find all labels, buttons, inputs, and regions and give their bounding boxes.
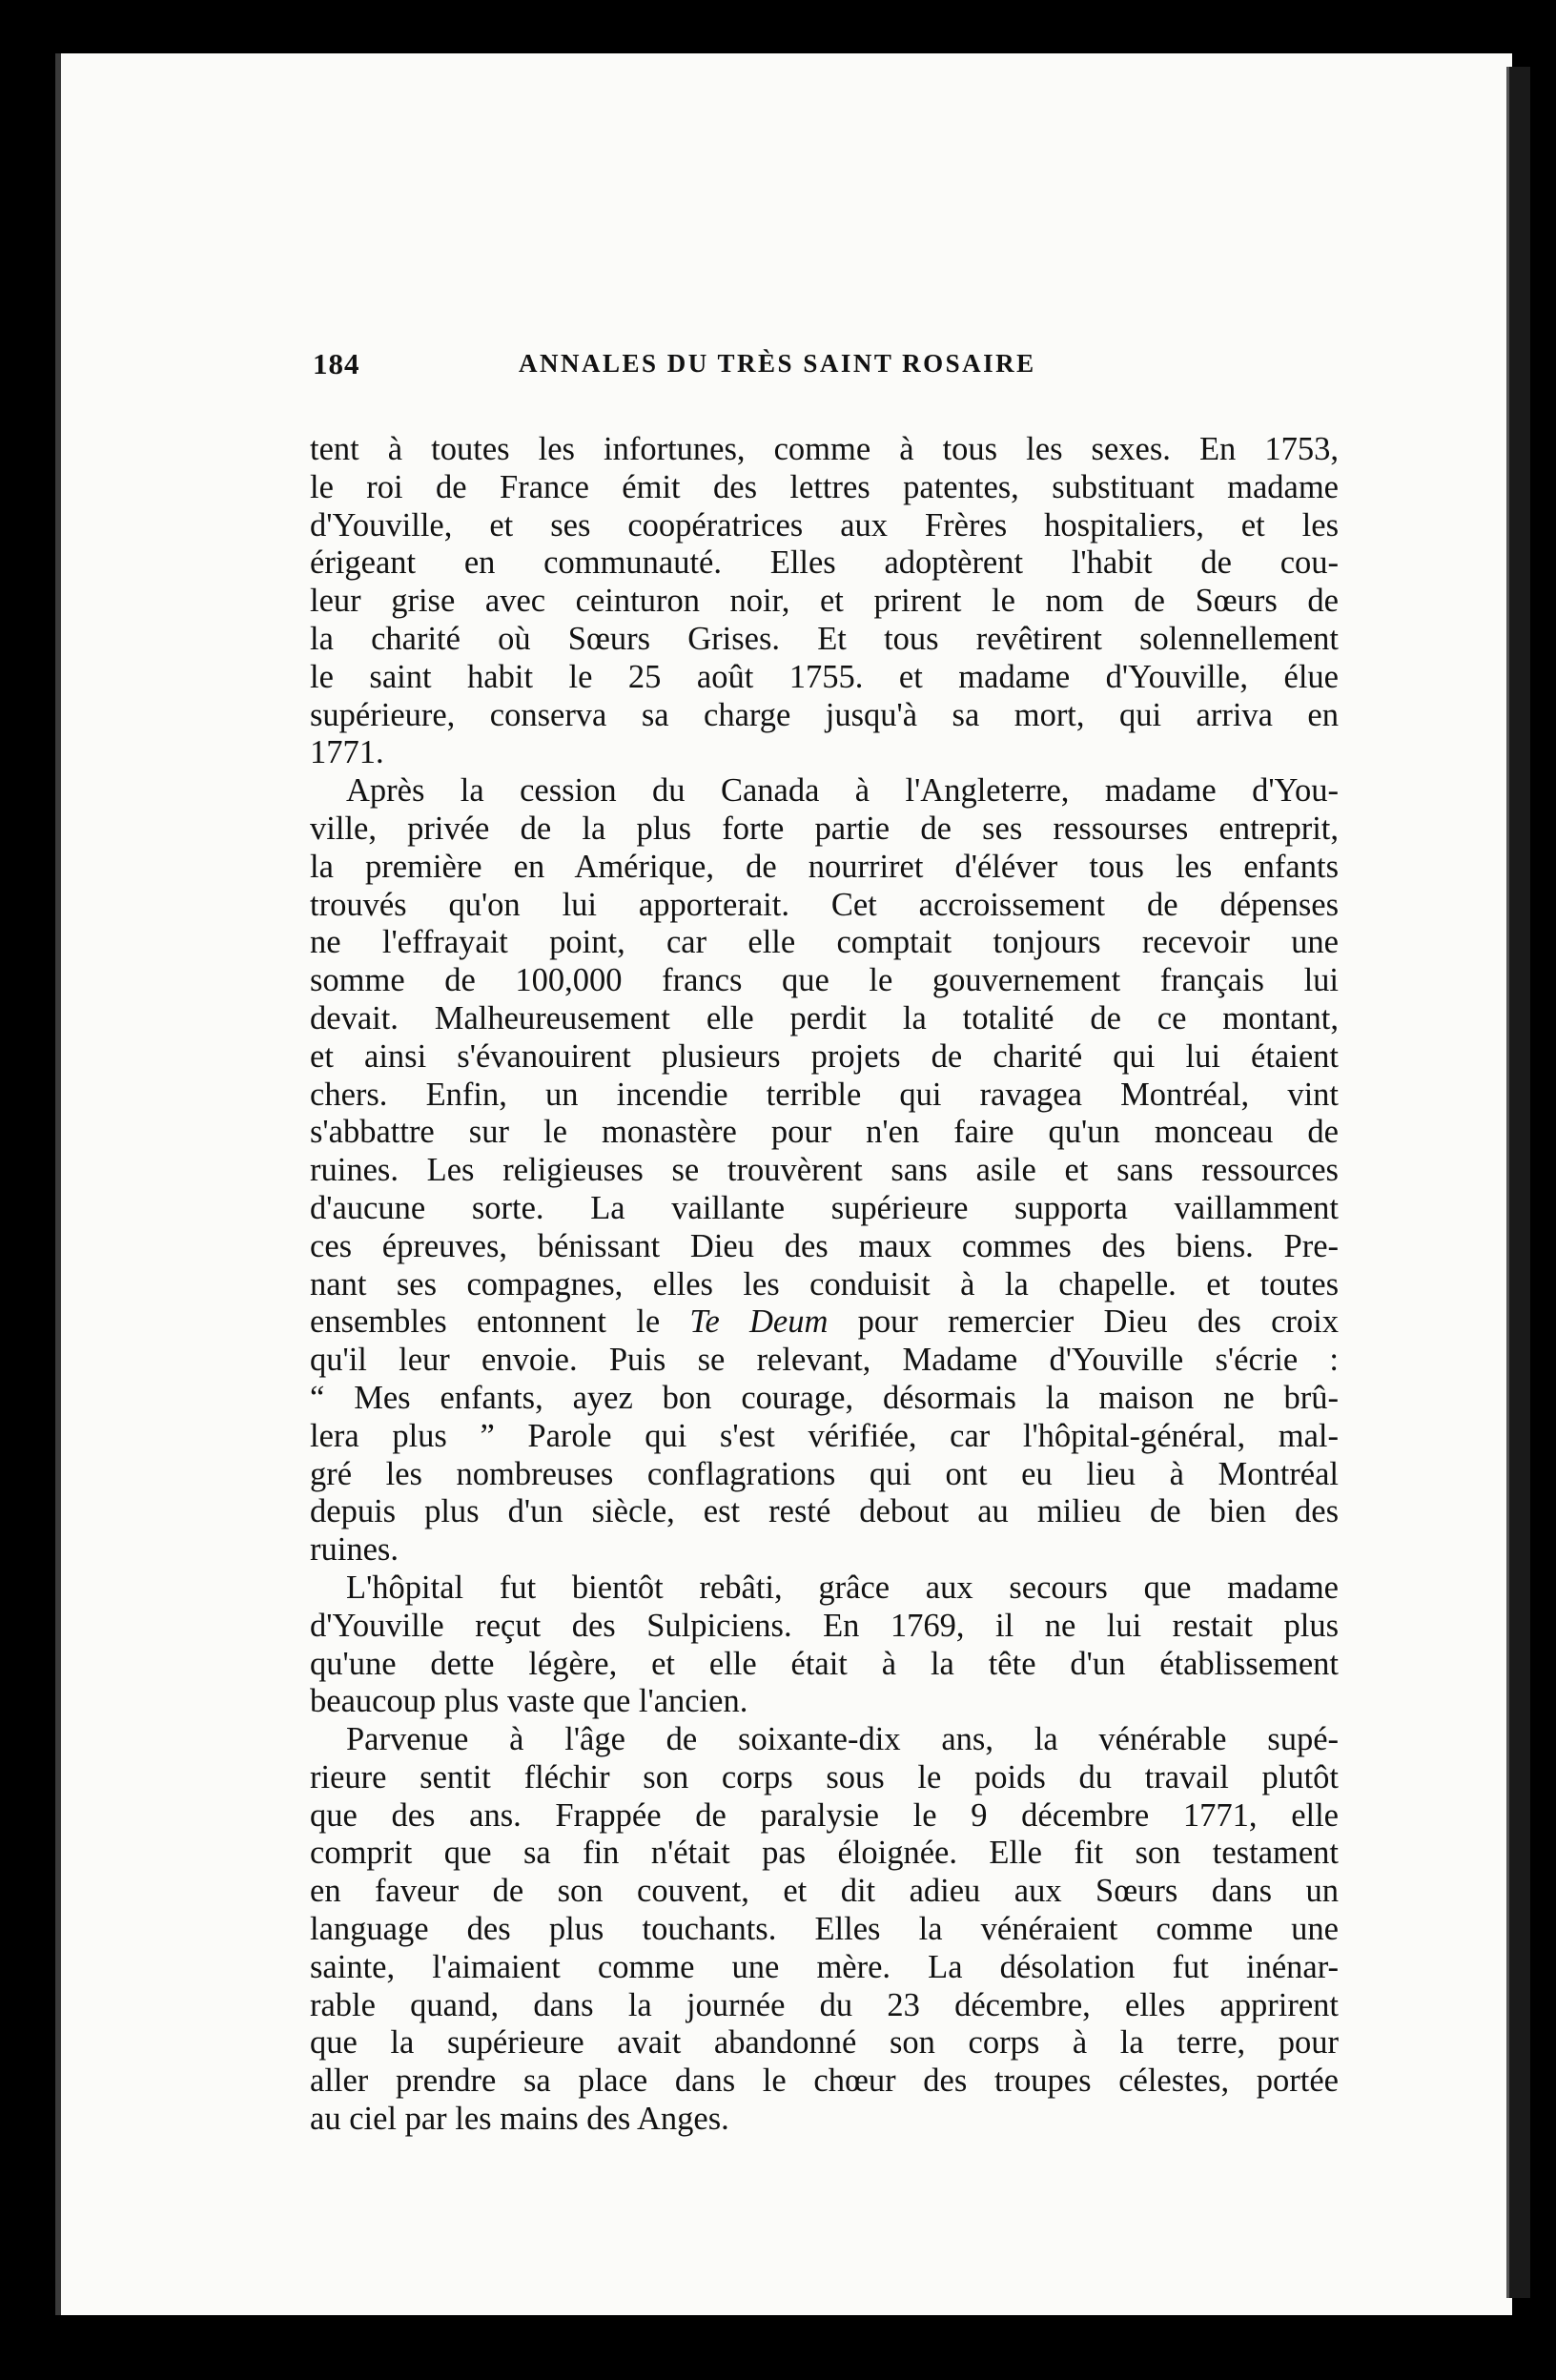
text-line: la charité où Sœurs Grises. Et tous revêtirent solennellement (310, 620, 1339, 657)
text-line: qu'une dette légère, et elle était à la tête d'un établissement (310, 1645, 1339, 1682)
text-line: supérieure, conserva sa charge jusqu'à sa mort, qui arriva en (310, 696, 1339, 733)
text-line: trouvés qu'on lui apporterait. Cet accroissement de dépenses (310, 886, 1339, 923)
text-line: leur grise avec ceinturon noir, et prirent le nom de Sœurs de (310, 583, 1339, 620)
text-line: que la supérieure avait abandonné son corps à la terre, pour (310, 2024, 1339, 2062)
text-line: comprit que sa fin n'était pas éloignée. Elle fit son testament (310, 1835, 1339, 1872)
text-line: ne l'effrayait point, car elle comptait tonjours recevoir une (310, 924, 1339, 961)
text-line: devait. Malheureusement elle perdit la totalité de ce montant, (310, 999, 1339, 1036)
text-line: d'Youville reçut des Sulpiciens. En 1769, il ne lui restait plus (310, 1607, 1339, 1644)
text-line: et ainsi s'évanouirent plusieurs projets de charité qui lui étaient (310, 1037, 1339, 1075)
text-line: qu'il leur envoie. Puis se relevant, Madame d'Youville s'écrie : (310, 1342, 1339, 1379)
page-edge (1506, 67, 1530, 2298)
text-line: 1771. (310, 734, 384, 771)
text-line: ensembles entonnent le Te Deum pour remercier Dieu des croix (310, 1303, 1339, 1341)
text-line: aller prendre sa place dans le chœur des troupes célestes, portée (310, 2062, 1339, 2100)
text-line: language des plus touchants. Elles la vénéraient comme une (310, 1911, 1339, 1948)
text-line: d'aucune sorte. La vaillante supérieure supporta vaillamment (310, 1189, 1339, 1226)
text-line: le saint habit le 25 août 1755. et madame d'Youville, élue (310, 658, 1339, 695)
running-title: ANNALES DU TRÈS SAINT ROSAIRE (519, 349, 1036, 378)
text-line: L'hôpital fut bientôt rebâti, grâce aux secours que madame (346, 1569, 1339, 1606)
paragraph (310, 1570, 1339, 1721)
text-line: au ciel par les mains des Anges. (310, 2101, 729, 2138)
text-line: le roi de France émit des lettres patentes, substituant madame (310, 468, 1339, 505)
page-number: 184 (313, 347, 360, 380)
text-line: en faveur de son couvent, et dit adieu aux Sœurs dans un (310, 1873, 1339, 1910)
running-head (313, 343, 1337, 391)
body-text (310, 431, 1339, 2139)
text-line: lera plus ” Parole qui s'est vérifiée, car l'hôpital-général, mal- (310, 1417, 1339, 1454)
text-line: érigeant en communauté. Elles adoptèrent l'habit de cou- (310, 544, 1339, 582)
paragraph (310, 772, 1339, 1570)
text-line: beaucoup plus vaste que l'ancien. (310, 1683, 748, 1720)
text-line: rable quand, dans la journée du 23 décembre, elles apprirent (310, 1986, 1339, 2023)
text-line: que des ans. Frappée de paralysie le 9 décembre 1771, elle (310, 1796, 1339, 1834)
text-line: nant ses compagnes, elles les conduisit à la chapelle. et toutes (310, 1265, 1339, 1303)
text-line: ville, privée de la plus forte partie de ses ressourses entreprit, (310, 810, 1339, 847)
text-line: tent à toutes les infortunes, comme à tous les sexes. En 1753, (310, 431, 1339, 467)
text-line: Parvenue à l'âge de soixante-dix ans, la vénérable supé- (346, 1721, 1339, 1758)
text-line: chers. Enfin, un incendie terrible qui ravagea Montréal, vint (310, 1076, 1339, 1113)
text-line: ruines. Les religieuses se trouvèrent sans asile et sans ressources (310, 1152, 1339, 1189)
paragraph (310, 1721, 1339, 2139)
text-line: ruines. (310, 1531, 399, 1569)
text-line: ces épreuves, bénissant Dieu des maux commes des biens. Pre- (310, 1227, 1339, 1264)
text-line: gré les nombreuses conflagrations qui ont eu lieu à Montréal (310, 1455, 1339, 1492)
text-line: la première en Amérique, de nourriret d'éléver tous les enfants (310, 848, 1339, 885)
text-line: Après la cession du Canada à l'Angleterre, madame d'You- (346, 772, 1339, 810)
text-line: s'abbattre sur le monastère pour n'en faire qu'un monceau de (310, 1114, 1339, 1151)
paragraph (310, 431, 1339, 772)
text-line: depuis plus d'un siècle, est resté debout au milieu de bien des (310, 1493, 1339, 1530)
text-line: d'Youville, et ses coopératrices aux Frères hospitaliers, et les (310, 506, 1339, 544)
text-line: sainte, l'aimaient comme une mère. La désolation fut inénar- (310, 1948, 1339, 1985)
text-line: “ Mes enfants, ayez bon courage, désormais la maison ne brû- (310, 1379, 1339, 1416)
text-line: rieure sentit fléchir son corps sous le poids du travail plutôt (310, 1758, 1339, 1795)
text-line: somme de 100,000 francs que le gouvernement français lui (310, 962, 1339, 999)
